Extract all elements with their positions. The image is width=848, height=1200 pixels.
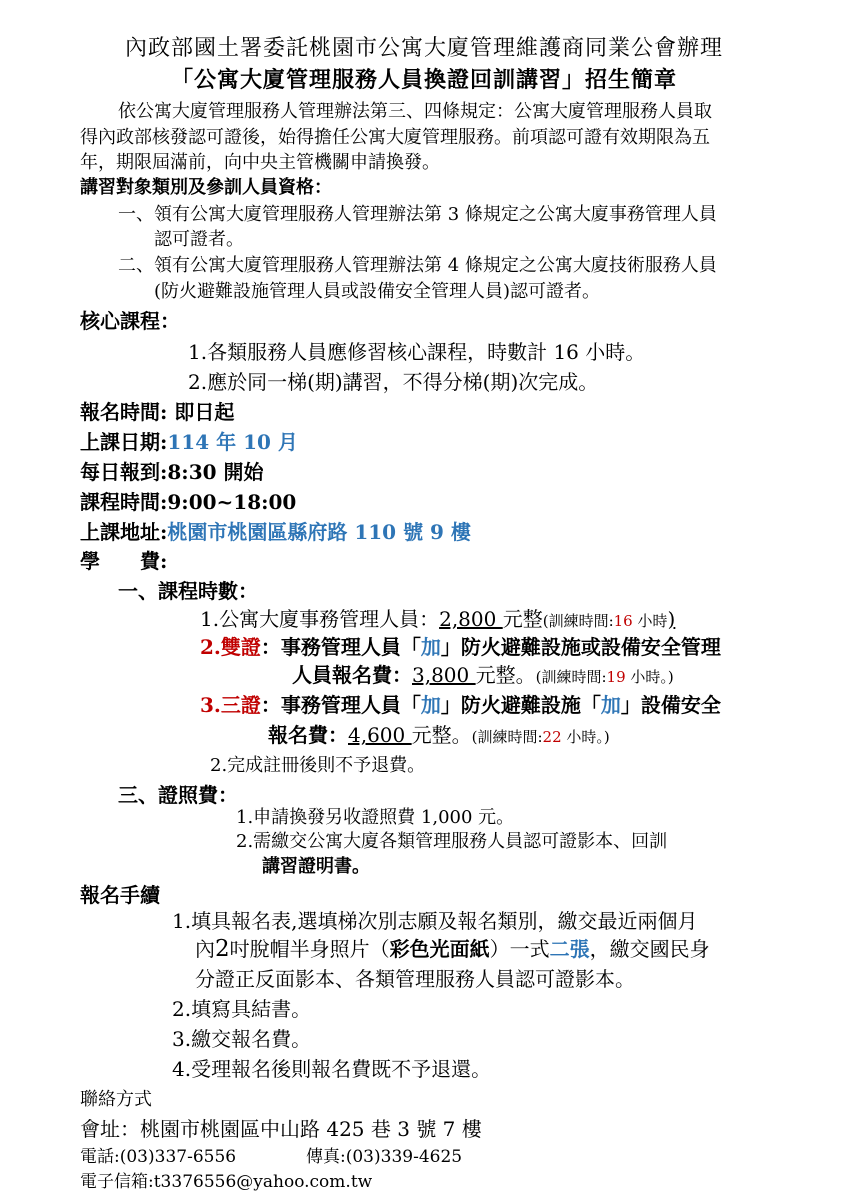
opt3-note-end: 小時。): [561, 728, 610, 746]
eligibility-item-2-cont: (防火避難設施管理人員或設備安全管理人員)認可證者。: [154, 281, 601, 302]
proc-blue: 二張: [549, 937, 590, 961]
time-value: 9:00~18:00: [167, 490, 297, 514]
opt2-note-end: 小時。): [625, 668, 674, 686]
eligibility-item-2: 二、領有公寓大廈管理服務人管理辦法第 4 條規定之公寓大廈技術服務人員: [118, 255, 717, 276]
intro-line-1: 依公寓大廈管理服務人管理辦法第三、四條規定：公寓大廈管理服務人員取: [118, 101, 712, 122]
proc-bold: 彩色光面紙: [389, 937, 490, 961]
intro-line-2: 得內政部核發認可證後，始得擔任公寓大廈管理服務。前項認可證有效期限為五: [80, 127, 710, 148]
opt3-tag: 三證: [220, 693, 261, 717]
opt2-tag: 雙證: [220, 635, 261, 659]
opt1-note: (訓練時間:: [542, 612, 614, 630]
opt3-text-a: ：事務管理人員「: [260, 693, 421, 717]
license-item-2: 2.需繳交公寓大廈各類管理服務人員認可證影本、回訓: [236, 831, 668, 852]
opt3-unit: 元整。: [411, 723, 472, 747]
intro-line-3: 年，期限屆滿前，向中央主管機關申請換發。: [80, 152, 440, 173]
opt2-plus: 加: [420, 635, 441, 659]
opt1-amount: 2,800: [439, 607, 503, 631]
opt3-amount: 4,600: [348, 723, 412, 747]
opt2-amount: 3,800: [412, 663, 476, 687]
eligibility-item-1-cont: 認可證者。: [154, 229, 244, 250]
fee-option-2-cont: [292, 662, 674, 690]
contact-phone: 電話:(03)337-6556: [80, 1147, 237, 1167]
core-item-2: 2.應於同一梯(期)講習，不得分梯(期)次完成。: [188, 370, 599, 394]
title-line-1: 內政部國土署委託桃園市公寓大廈管理維護商同業公會辦理: [124, 36, 723, 61]
core-heading: 核心課程：: [80, 309, 180, 333]
opt2-text-a: ：事務管理人員「: [260, 635, 421, 659]
opt3-text-c: 」設備安全: [620, 693, 721, 717]
fee-option-1: [200, 606, 675, 634]
signup-value: 即日起: [167, 400, 235, 424]
opt2-text-b: 」防火避難設施或設備安全管理: [440, 635, 721, 659]
proc-text-1: 內: [195, 937, 215, 961]
contact-address: 會址：桃園市桃園區中山路 425 巷 3 號 7 樓: [80, 1117, 482, 1141]
opt1-hours: 16: [613, 612, 633, 630]
contact-fax: 傳真:(03)339-4625: [306, 1147, 463, 1167]
checkin-value: 8:30 開始: [167, 460, 264, 484]
title-line-2: 「公寓大廈管理服務人員換證回訓講習」招生簡章: [170, 67, 677, 93]
fee-option-3-cont: [268, 722, 610, 750]
opt2-num: 2.: [200, 635, 221, 659]
opt2-hours: 19: [606, 668, 626, 686]
checkin-label: 每日報到:: [80, 460, 168, 484]
contact-heading: 聯絡方式: [80, 1089, 152, 1110]
proc-text-4: ，繳交國民身: [589, 937, 710, 961]
opt3-plus-1: 加: [420, 693, 441, 717]
procedure-item-1: 1.填具報名表,選填梯次別志願及報名類別，繳交最近兩個月: [172, 909, 698, 933]
date-value: 114 年 10 月: [167, 430, 298, 454]
course-time: [80, 489, 296, 515]
license-heading: 三、證照費：: [118, 783, 238, 807]
signup-label: 報名時間:: [80, 400, 168, 424]
core-item-1: 1.各類服務人員應修習核心課程，時數計 16 小時。: [188, 340, 646, 364]
opt2-line2: 人員報名費：: [292, 663, 412, 687]
fee-sub-heading: 一、課程時數：: [118, 579, 258, 603]
procedure-item-2: 2.填寫具結書。: [172, 997, 312, 1021]
fee-heading: 學 費:: [80, 549, 168, 573]
procedure-item-1-cont: [195, 936, 710, 962]
time-label: 課程時間:: [80, 490, 168, 514]
proc-text-3: ）一式: [489, 937, 550, 961]
checkin-time: [80, 459, 263, 485]
procedure-item-3: 3.繳交報名費。: [172, 1027, 312, 1051]
opt3-note: (訓練時間:: [471, 728, 543, 746]
opt1-prefix: 1.公寓大廈事務管理人員：: [200, 607, 440, 631]
addr-label: 上課地址:: [80, 520, 168, 544]
opt3-num: 3.: [200, 693, 221, 717]
opt3-line2: 報名費：: [268, 723, 348, 747]
procedure-heading: 報名手續: [80, 883, 160, 907]
opt1-note-end: 小時: [632, 612, 668, 630]
proc-text-2: 吋脫帽半身照片（: [229, 937, 390, 961]
no-refund-note: 2.完成註冊後則不予退費。: [210, 755, 426, 776]
signup-time: [80, 399, 234, 425]
license-item-2-cont: 講習證明書。: [262, 856, 370, 877]
contact-email: 電子信箱:t3376556@yahoo.com.tw: [80, 1172, 373, 1192]
opt2-note: (訓練時間:: [535, 668, 607, 686]
opt1-unit: 元整: [502, 607, 543, 631]
opt3-text-b: 」防火避難設施「: [440, 693, 601, 717]
opt1-paren: ): [667, 607, 676, 631]
eligibility-heading: 講習對象類別及參訓人員資格：: [80, 177, 332, 198]
eligibility-item-1: 一、領有公寓大廈管理服務人管理辦法第 3 條規定之公寓大廈事務管理人員: [118, 204, 717, 225]
procedure-item-4: 4.受理報名後則報名費既不予退還。: [172, 1057, 492, 1081]
addr-value: 桃園市桃園區縣府路 110 號 9 樓: [167, 520, 471, 544]
class-date: [80, 429, 298, 455]
license-item-1: 1.申請換發另收證照費 1,000 元。: [236, 807, 515, 828]
class-address: [80, 519, 471, 545]
opt3-hours: 22: [542, 728, 562, 746]
fee-option-3: [200, 692, 721, 718]
procedure-item-1-cont-2: 分證正反面影本、各類管理服務人員認可證影本。: [195, 967, 635, 991]
opt3-plus-2: 加: [600, 693, 621, 717]
proc-num: 2: [215, 936, 230, 962]
opt2-unit: 元整。: [475, 663, 536, 687]
fee-option-2: [200, 634, 721, 660]
date-label: 上課日期:: [80, 430, 168, 454]
